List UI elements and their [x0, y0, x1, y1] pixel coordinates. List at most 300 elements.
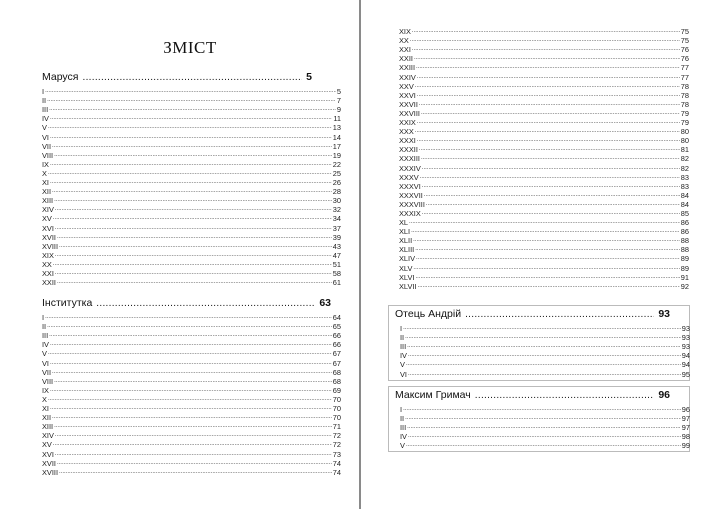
chapter-number: III [42, 331, 49, 341]
chapter-number: XIII [42, 422, 54, 432]
entry-page-number: 32 [332, 205, 341, 215]
toc-entry[interactable] [399, 127, 689, 136]
toc-entry[interactable] [42, 132, 341, 141]
entry-page-number: 25 [332, 168, 341, 178]
entry-page-number: 81 [680, 145, 689, 155]
toc-section-maksym-hrymach [388, 386, 690, 452]
toc-entry[interactable] [42, 187, 341, 196]
toc-entry[interactable] [42, 251, 341, 260]
entry-page-number: 61 [332, 278, 341, 288]
chapter-number: XXXIII [399, 154, 420, 164]
toc-entry[interactable] [42, 278, 341, 287]
entry-page-number: 70 [332, 394, 341, 404]
page-divider [359, 0, 361, 509]
leader-dots [416, 63, 680, 72]
leader-dots [49, 105, 336, 114]
entry-page-number: 22 [332, 159, 341, 169]
entry-page-number: 84 [680, 190, 689, 200]
chapter-number: XLVII [399, 281, 417, 291]
leader-dots [49, 331, 332, 340]
chapter-number: XVIII [42, 467, 59, 477]
leader-dots [45, 313, 332, 322]
chapter-number: I [400, 405, 403, 415]
chapter-number: XV [42, 214, 52, 224]
leader-dots [59, 242, 332, 251]
chapter-number: III [400, 342, 407, 352]
leader-dots [48, 395, 332, 404]
leader-dots [420, 173, 680, 182]
chapter-number: XI [42, 178, 49, 188]
entry-page-number: 91 [680, 272, 689, 282]
toc-entry[interactable] [42, 331, 341, 340]
chapter-number: V [400, 360, 405, 370]
toc-entry[interactable] [399, 200, 689, 209]
leader-dots [415, 273, 679, 282]
leader-dots [421, 154, 680, 163]
chapter-number: X [42, 168, 47, 178]
entry-page-number: 78 [680, 99, 689, 109]
leader-dots [57, 459, 332, 468]
toc-entry[interactable] [399, 182, 689, 191]
toc-entry[interactable] [399, 27, 689, 36]
entry-page-number: 88 [680, 236, 689, 246]
toc-entry[interactable] [399, 145, 689, 154]
toc-entry[interactable] [399, 45, 689, 54]
chapter-number: XL [399, 218, 409, 228]
chapter-number: XXX [399, 127, 414, 137]
entry-page-number: 75 [680, 27, 689, 37]
toc-entry[interactable] [42, 422, 341, 431]
toc-entry[interactable] [400, 360, 690, 369]
toc-section-marusia [42, 70, 342, 287]
right-page [362, 0, 720, 509]
entry-page-number: 70 [332, 413, 341, 423]
toc-entry[interactable] [399, 136, 689, 145]
chapter-number: II [400, 333, 405, 343]
chapter-number: XVII [42, 458, 56, 468]
entry-page-number: 19 [332, 150, 341, 160]
toc-entry[interactable] [399, 236, 689, 245]
entry-page-number: 69 [332, 385, 341, 395]
chapter-number: V [42, 349, 47, 359]
toc-entry[interactable] [399, 118, 689, 127]
entry-page-number: 76 [680, 45, 689, 55]
entry-page-number: 75 [680, 36, 689, 46]
entry-page-number: 83 [680, 181, 689, 191]
chapter-number: XII [42, 187, 52, 197]
toc-entry[interactable] [399, 109, 689, 118]
toc-entry[interactable] [42, 123, 341, 132]
entry-page-number: 79 [680, 118, 689, 128]
chapter-number: II [42, 96, 47, 106]
entry-page-number: 76 [680, 54, 689, 64]
toc-entries [42, 313, 341, 477]
leader-dots [414, 54, 680, 63]
toc-entry[interactable] [399, 154, 689, 163]
toc-entry[interactable] [400, 351, 690, 360]
entry-page-number: 65 [332, 322, 341, 332]
chapter-number: XXVIII [399, 108, 420, 118]
toc-entries [400, 324, 690, 379]
leader-dots [47, 322, 332, 331]
entry-page-number: 89 [680, 263, 689, 273]
toc-entry[interactable] [42, 449, 341, 458]
toc-entry[interactable] [42, 349, 341, 358]
leader-dots [413, 264, 679, 273]
leader-dots [48, 123, 332, 132]
toc-entry[interactable] [399, 218, 689, 227]
toc-entry[interactable] [42, 313, 341, 322]
chapter-number: XXXII [399, 145, 418, 155]
entry-page-number: 72 [332, 431, 341, 441]
toc-entry[interactable] [400, 324, 690, 333]
chapter-number: XXVI [399, 90, 416, 100]
entry-page-number: 66 [332, 331, 341, 341]
entry-page-number: 98 [681, 432, 690, 442]
entry-page-number: 89 [680, 254, 689, 264]
leader-dots [418, 282, 680, 291]
chapter-number: VI [400, 369, 407, 379]
toc-entries [42, 87, 341, 287]
leader-dots [416, 254, 680, 263]
entry-page-number: 34 [332, 214, 341, 224]
toc-entry[interactable] [42, 340, 341, 349]
chapter-number: XXV [399, 81, 414, 91]
toc-entry[interactable] [399, 82, 689, 91]
leader-dots [54, 377, 332, 386]
toc-entry[interactable] [399, 100, 689, 109]
leader-dots [405, 414, 681, 423]
chapter-number: XXXIX [399, 208, 421, 218]
chapter-number: XXXVIII [399, 199, 425, 209]
toc-entry[interactable] [42, 169, 341, 178]
entry-page-number: 94 [681, 351, 690, 361]
toc-entry[interactable] [42, 114, 341, 123]
leader-dots [50, 114, 332, 123]
toc-continued-instytutka [399, 27, 689, 291]
leader-dots [57, 233, 332, 242]
section-title: Максим Гримач [395, 389, 471, 401]
toc-entry[interactable] [42, 260, 341, 269]
chapter-number: XLIII [399, 245, 415, 255]
toc-section-otets-andrii [388, 305, 690, 381]
toc-entry[interactable] [399, 227, 689, 236]
chapter-number: III [42, 105, 49, 115]
chapter-number: II [42, 322, 47, 332]
leader-dots [408, 370, 681, 379]
toc-entry[interactable] [42, 96, 341, 105]
leader-dots [408, 351, 681, 360]
entry-page-number: 86 [680, 218, 689, 228]
entry-page-number: 77 [680, 72, 689, 82]
leader-dots [59, 468, 332, 477]
leader-dots [413, 236, 680, 245]
entry-page-number: 77 [680, 63, 689, 73]
section-title: Інститутка [42, 297, 93, 309]
entry-page-number: 88 [680, 245, 689, 255]
toc-entry[interactable] [399, 72, 689, 81]
entry-page-number: 80 [680, 127, 689, 137]
leader-dots [417, 118, 680, 127]
toc-entry[interactable] [400, 423, 690, 432]
toc-entry[interactable] [42, 223, 341, 232]
toc-entry[interactable] [42, 269, 341, 278]
toc-entry[interactable] [42, 377, 341, 386]
toc-entry[interactable] [399, 36, 689, 45]
entry-page-number: 85 [680, 208, 689, 218]
entry-page-number: 96 [681, 405, 690, 415]
section-page-number: 5 [306, 71, 312, 83]
toc-entry[interactable] [42, 233, 341, 242]
toc-entry[interactable] [42, 205, 341, 214]
toc-entry[interactable] [42, 87, 341, 96]
leader-dots [57, 278, 332, 287]
toc-entry[interactable] [42, 196, 341, 205]
toc-section-heading[interactable] [42, 296, 331, 310]
toc-entry[interactable] [400, 342, 690, 351]
entry-page-number: 93 [681, 342, 690, 352]
toc-entry[interactable] [399, 91, 689, 100]
leader-dots [52, 413, 332, 422]
toc-entry[interactable] [399, 245, 689, 254]
chapter-number: VIII [42, 150, 54, 160]
leader-dots [422, 164, 680, 173]
chapter-number: XIX [42, 250, 54, 260]
leader-dots [412, 45, 680, 54]
chapter-number: XXXVII [399, 190, 423, 200]
leader-dots [410, 36, 680, 45]
leader-dots [407, 423, 681, 432]
leader-dots [403, 324, 681, 333]
chapter-number: IV [400, 351, 407, 361]
toc-entry[interactable] [399, 173, 689, 182]
entry-page-number: 93 [681, 333, 690, 343]
entry-page-number: 67 [332, 349, 341, 359]
chapter-number: I [400, 324, 403, 334]
chapter-number: V [42, 123, 47, 133]
chapter-number: XVIII [42, 241, 59, 251]
leader-dots [421, 109, 680, 118]
leader-dots [54, 151, 332, 160]
toc-entry[interactable] [42, 431, 341, 440]
leader-dots [419, 100, 680, 109]
toc-entry[interactable] [400, 405, 690, 414]
chapter-number: IX [42, 385, 49, 395]
leader-dots [415, 245, 680, 254]
entry-page-number: 97 [681, 414, 690, 424]
chapter-number: IV [42, 114, 49, 124]
toc-entry[interactable] [400, 432, 690, 441]
entry-page-number: 64 [332, 313, 341, 323]
leader-dots [50, 178, 332, 187]
entry-page-number: 68 [332, 367, 341, 377]
section-title: Отець Андрій [395, 308, 462, 320]
leader-dots [426, 200, 680, 209]
chapter-number: XLIV [399, 254, 416, 264]
entry-page-number: 7 [336, 96, 341, 106]
toc-entry[interactable] [400, 414, 690, 423]
toc-entry[interactable] [399, 254, 689, 263]
toc-entry[interactable] [42, 160, 341, 169]
page-title: ЗМІСТ [163, 38, 217, 57]
leader-dots [409, 218, 680, 227]
toc-entry[interactable] [42, 468, 341, 477]
leader-dots [54, 196, 332, 205]
chapter-number: X [42, 394, 47, 404]
entry-page-number: 39 [332, 232, 341, 242]
chapter-number: XVI [42, 449, 54, 459]
leader-dots [55, 251, 332, 260]
chapter-number: XXXV [399, 172, 419, 182]
chapter-number: XI [42, 404, 49, 414]
section-page-number: 63 [319, 297, 331, 309]
toc-entry[interactable] [42, 358, 341, 367]
chapter-number: I [42, 87, 45, 97]
chapter-number: VIII [42, 376, 54, 386]
entry-page-number: 17 [332, 141, 341, 151]
leader-dots [422, 209, 680, 218]
entry-page-number: 13 [332, 123, 341, 133]
toc-section-heading[interactable] [395, 388, 670, 402]
toc-entry[interactable] [42, 404, 341, 413]
chapter-number: XIII [42, 196, 54, 206]
toc-entry[interactable] [399, 191, 689, 200]
leader-dots [419, 145, 680, 154]
chapter-number: XIV [42, 431, 54, 441]
chapter-number: I [42, 313, 45, 323]
toc-entry[interactable] [399, 263, 689, 272]
leader-dots [422, 182, 680, 191]
leader-dots [55, 269, 332, 278]
entry-page-number: 66 [332, 340, 341, 350]
toc-entry[interactable] [399, 54, 689, 63]
entry-page-number: 78 [680, 90, 689, 100]
leader-dots [424, 191, 680, 200]
toc-entry[interactable] [399, 209, 689, 218]
chapter-number: III [400, 423, 407, 433]
toc-entry[interactable] [399, 63, 689, 72]
chapter-number: XXXVI [399, 181, 421, 191]
leader-dots [406, 441, 681, 450]
entry-page-number: 70 [332, 404, 341, 414]
chapter-number: XLII [399, 236, 413, 246]
chapter-number: VII [42, 367, 52, 377]
leader-dots [50, 160, 332, 169]
entry-page-number: 47 [332, 250, 341, 260]
chapter-number: XVI [42, 223, 54, 233]
leader-dots [50, 359, 332, 368]
entry-page-number: 9 [336, 105, 341, 115]
chapter-number: XLVI [399, 272, 415, 282]
leader-dots [408, 432, 681, 441]
toc-entry[interactable] [42, 386, 341, 395]
toc-section-heading[interactable] [395, 307, 670, 321]
chapter-number: XXIII [399, 63, 416, 73]
entry-page-number: 5 [336, 87, 341, 97]
leader-dots [417, 136, 680, 145]
chapter-number: V [400, 441, 405, 451]
toc-entry[interactable] [399, 282, 689, 291]
toc-entry[interactable] [42, 105, 341, 114]
toc-entry[interactable] [42, 178, 341, 187]
leader-dots [465, 308, 654, 321]
leader-dots [48, 349, 332, 358]
toc-entry[interactable] [399, 273, 689, 282]
toc-section-instytutka [42, 296, 342, 477]
toc-entry[interactable] [42, 440, 341, 449]
leader-dots [55, 431, 332, 440]
chapter-number: XXVII [399, 99, 418, 109]
chapter-number: IX [42, 159, 49, 169]
entry-page-number: 80 [680, 136, 689, 146]
left-page [0, 0, 358, 509]
chapter-number: XXIV [399, 72, 416, 82]
leader-dots [403, 405, 681, 414]
entry-page-number: 37 [332, 223, 341, 233]
chapter-number: VI [42, 358, 49, 368]
toc-section-heading[interactable] [42, 70, 312, 84]
toc-entry[interactable] [42, 214, 341, 223]
toc-entry[interactable] [399, 163, 689, 172]
entry-page-number: 58 [332, 268, 341, 278]
leader-dots [475, 389, 655, 402]
chapter-number: XXI [42, 268, 54, 278]
entry-page-number: 72 [332, 440, 341, 450]
entry-page-number: 79 [680, 108, 689, 118]
toc-entry[interactable] [42, 395, 341, 404]
toc-entry[interactable] [42, 368, 341, 377]
leader-dots [53, 214, 332, 223]
chapter-number: IV [400, 432, 407, 442]
chapter-number: XV [42, 440, 52, 450]
entry-page-number: 78 [680, 81, 689, 91]
leader-dots [411, 227, 680, 236]
toc-entry[interactable] [400, 369, 690, 378]
entry-page-number: 68 [332, 376, 341, 386]
leader-dots [54, 422, 332, 431]
toc-entries [400, 405, 690, 450]
toc-entries [399, 27, 689, 291]
toc-entry[interactable] [42, 459, 341, 468]
toc-entry[interactable] [42, 322, 341, 331]
toc-entry[interactable] [42, 413, 341, 422]
chapter-number: XVII [42, 232, 56, 242]
chapter-number: XXXIV [399, 163, 421, 173]
toc-entry[interactable] [400, 333, 690, 342]
chapter-number: XX [42, 259, 52, 269]
section-page-number: 93 [658, 308, 670, 320]
toc-entry[interactable] [42, 142, 341, 151]
entry-page-number: 74 [332, 458, 341, 468]
toc-entry[interactable] [42, 242, 341, 251]
leader-dots [50, 133, 332, 142]
leader-dots [405, 333, 681, 342]
leader-dots [52, 187, 332, 196]
entry-page-number: 93 [681, 324, 690, 334]
entry-page-number: 26 [332, 178, 341, 188]
toc-entry[interactable] [42, 151, 341, 160]
toc-entry[interactable] [400, 441, 690, 450]
entry-page-number: 95 [681, 369, 690, 379]
chapter-number: XXII [42, 278, 56, 288]
leader-dots [48, 169, 332, 178]
chapter-number: IV [42, 340, 49, 350]
section-title: Маруся [42, 71, 79, 83]
chapter-number: XIV [42, 205, 54, 215]
entry-page-number: 43 [332, 241, 341, 251]
entry-page-number: 14 [332, 132, 341, 142]
leader-dots [52, 368, 332, 377]
